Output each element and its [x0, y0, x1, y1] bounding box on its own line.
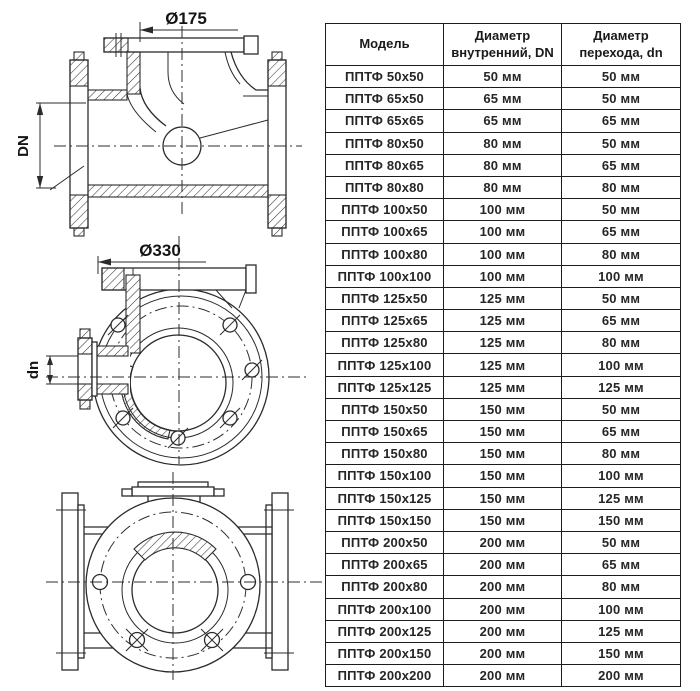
section-view-drawing: [0, 8, 312, 238]
table-cell: 200 мм: [444, 642, 562, 664]
spec-table-body: [326, 66, 681, 687]
table-cell: 50 мм: [562, 88, 681, 110]
table-cell: ППТФ 150x65: [326, 421, 444, 443]
dim-label-flange-330: Ø330: [139, 241, 181, 260]
table-cell: 80 мм: [562, 243, 681, 265]
spec-table: [325, 23, 681, 687]
table-cell: ППТФ 125x80: [326, 332, 444, 354]
table-cell: 150 мм: [444, 398, 562, 420]
table-cell: 50 мм: [562, 66, 681, 88]
table-cell: 80 мм: [444, 154, 562, 176]
table-cell: 125 мм: [444, 332, 562, 354]
table-cell: 100 мм: [444, 265, 562, 287]
table-row: [326, 310, 681, 332]
table-header-row: [326, 24, 681, 66]
table-cell: ППТФ 100x65: [326, 221, 444, 243]
table-cell: ППТФ 150x150: [326, 509, 444, 531]
table-cell: 100 мм: [562, 354, 681, 376]
table-row: [326, 376, 681, 398]
table-cell: ППТФ 125x50: [326, 287, 444, 309]
table-cell: 125 мм: [444, 287, 562, 309]
col-header-transition-diameter: Диаметр перехода, dn: [562, 24, 681, 66]
table-cell: ППТФ 200x200: [326, 665, 444, 687]
table-row: [326, 443, 681, 465]
branch-pipe: [127, 52, 270, 132]
table-cell: ППТФ 150x80: [326, 443, 444, 465]
table-row: [326, 332, 681, 354]
table-cell: 50 мм: [562, 287, 681, 309]
table-row: [326, 398, 681, 420]
table-cell: ППТФ 80x65: [326, 154, 444, 176]
table-cell: 125 мм: [444, 376, 562, 398]
table-cell: ППТФ 150x125: [326, 487, 444, 509]
table-cell: 65 мм: [562, 421, 681, 443]
table-cell: ППТФ 100x100: [326, 265, 444, 287]
table-cell: 200 мм: [562, 665, 681, 687]
table-row: [326, 154, 681, 176]
table-row: [326, 88, 681, 110]
col-header-model: Модель: [326, 24, 444, 66]
table-cell: 100 мм: [444, 221, 562, 243]
table-row: [326, 598, 681, 620]
table-cell: ППТФ 150x50: [326, 398, 444, 420]
table-cell: 80 мм: [562, 576, 681, 598]
table-cell: ППТФ 125x65: [326, 310, 444, 332]
table-cell: 100 мм: [444, 243, 562, 265]
right-flange: [268, 52, 286, 236]
table-cell: 200 мм: [444, 665, 562, 687]
table-row: [326, 487, 681, 509]
table-row: [326, 354, 681, 376]
bore-label-dn-main: DN: [15, 135, 32, 157]
front-view-drawing: [0, 460, 330, 691]
table-cell: 65 мм: [444, 88, 562, 110]
bore-label-dn-branch: dn: [25, 360, 42, 380]
table-cell: 100 мм: [562, 465, 681, 487]
table-cell: 50 мм: [562, 531, 681, 553]
table-cell: 65 мм: [562, 310, 681, 332]
table-cell: 200 мм: [444, 531, 562, 553]
table-cell: 125 мм: [562, 620, 681, 642]
table-cell: 100 мм: [562, 598, 681, 620]
table-cell: ППТФ 200x150: [326, 642, 444, 664]
table-cell: 80 мм: [562, 332, 681, 354]
table-cell: 80 мм: [562, 176, 681, 198]
table-cell: 50 мм: [562, 199, 681, 221]
table-cell: 150 мм: [444, 509, 562, 531]
table-cell: 80 мм: [562, 443, 681, 465]
table-cell: 150 мм: [444, 421, 562, 443]
table-cell: 125 мм: [444, 310, 562, 332]
table-row: [326, 554, 681, 576]
table-cell: 65 мм: [444, 110, 562, 132]
table-cell: ППТФ 200x125: [326, 620, 444, 642]
table-row: [326, 509, 681, 531]
table-cell: 125 мм: [562, 376, 681, 398]
table-cell: 150 мм: [444, 465, 562, 487]
table-cell: ППТФ 200x80: [326, 576, 444, 598]
col-header-inner-diameter: Диаметр внутренний, DN: [444, 24, 562, 66]
table-cell: ППТФ 65x65: [326, 110, 444, 132]
table-cell: ППТФ 80x80: [326, 176, 444, 198]
table-row: [326, 265, 681, 287]
table-cell: 80 мм: [444, 176, 562, 198]
table-row: [326, 576, 681, 598]
table-row: [326, 243, 681, 265]
pipe-body: [86, 90, 268, 197]
left-flange: [70, 52, 88, 236]
table-row: [326, 642, 681, 664]
table-cell: ППТФ 125x125: [326, 376, 444, 398]
table-cell: 65 мм: [562, 110, 681, 132]
table-cell: ППТФ 200x50: [326, 531, 444, 553]
table-cell: ППТФ 200x100: [326, 598, 444, 620]
table-cell: 200 мм: [444, 598, 562, 620]
table-row: [326, 620, 681, 642]
table-row: [326, 110, 681, 132]
table-cell: ППТФ 200x65: [326, 554, 444, 576]
table-cell: 80 мм: [444, 132, 562, 154]
dimension-175: [140, 9, 238, 42]
table-cell: 150 мм: [444, 487, 562, 509]
table-row: [326, 199, 681, 221]
table-cell: ППТФ 100x50: [326, 199, 444, 221]
table-cell: 200 мм: [444, 554, 562, 576]
branch-vertical: [126, 275, 140, 353]
table-row: [326, 66, 681, 88]
table-cell: 125 мм: [444, 354, 562, 376]
table-cell: 200 мм: [444, 620, 562, 642]
table-cell: 50 мм: [444, 66, 562, 88]
table-cell: 200 мм: [444, 576, 562, 598]
table-cell: ППТФ 65x50: [326, 88, 444, 110]
table-cell: 65 мм: [562, 554, 681, 576]
table-row: [326, 176, 681, 198]
table-cell: 150 мм: [444, 443, 562, 465]
table-cell: ППТФ 150x100: [326, 465, 444, 487]
table-row: [326, 132, 681, 154]
table-cell: 50 мм: [562, 132, 681, 154]
table-row: [326, 421, 681, 443]
table-cell: ППТФ 80x50: [326, 132, 444, 154]
table-cell: ППТФ 125x100: [326, 354, 444, 376]
table-cell: 150 мм: [562, 509, 681, 531]
table-cell: ППТФ 100x80: [326, 243, 444, 265]
side-view-drawing: [0, 232, 312, 468]
dim-label-top-flange: Ø175: [165, 9, 207, 28]
table-cell: 50 мм: [562, 398, 681, 420]
table-cell: 100 мм: [444, 199, 562, 221]
table-cell: ППТФ 50x50: [326, 66, 444, 88]
table-cell: 100 мм: [562, 265, 681, 287]
table-row: [326, 287, 681, 309]
dimension-dn-branch: [25, 356, 78, 384]
table-row: [326, 531, 681, 553]
table-cell: 150 мм: [562, 642, 681, 664]
table-row: [326, 665, 681, 687]
table-cell: 125 мм: [562, 487, 681, 509]
table-cell: 65 мм: [562, 154, 681, 176]
table-row: [326, 221, 681, 243]
table-row: [326, 465, 681, 487]
table-cell: 65 мм: [562, 221, 681, 243]
